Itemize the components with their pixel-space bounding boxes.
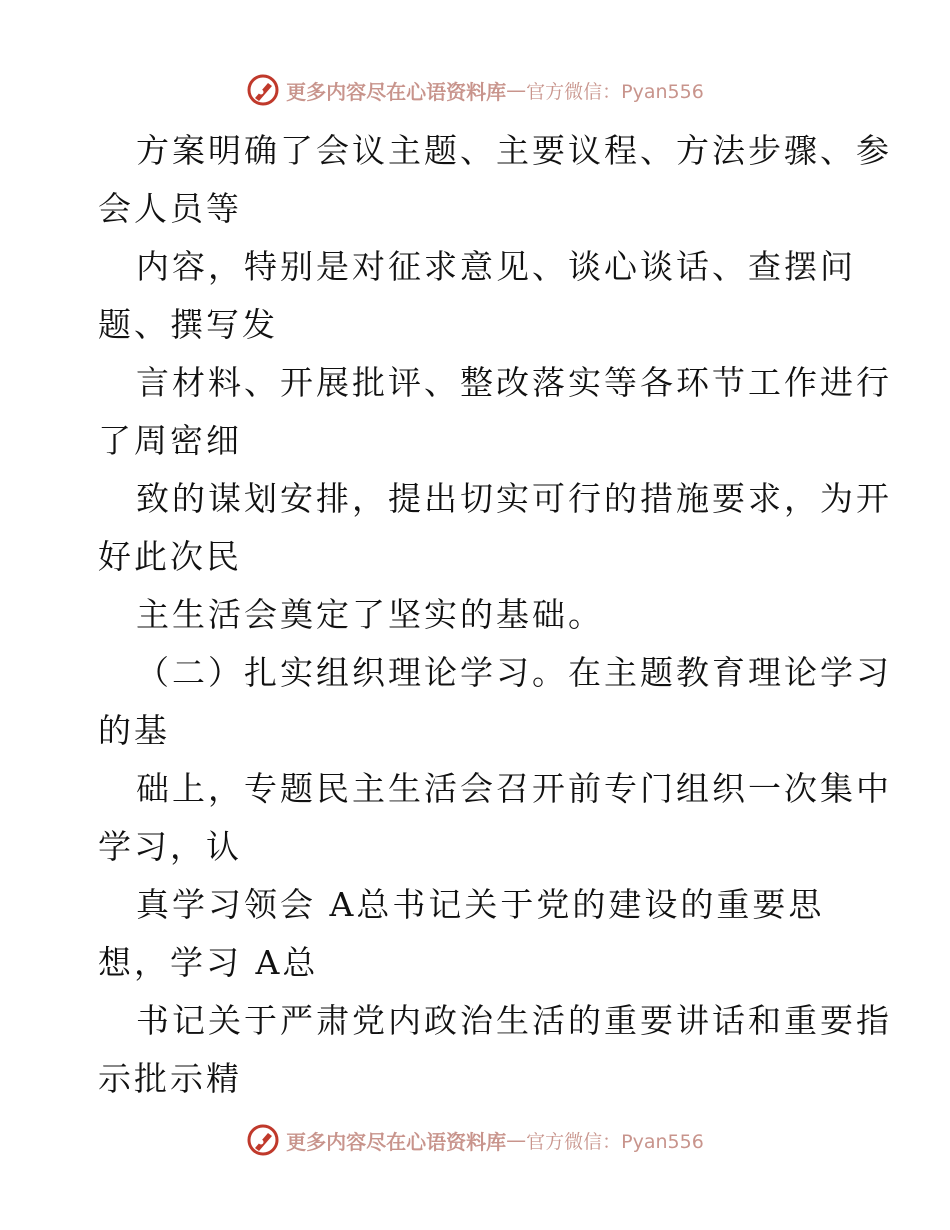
body-line: 础上，专题民主生活会召开前专门组织一次集中 <box>136 769 892 808</box>
body-line: 的基 <box>98 711 170 750</box>
body-line: 致的谋划安排，提出切实可行的措施要求，为开 <box>136 479 892 518</box>
footer-banner <box>0 1120 950 1160</box>
body-line: 了周密细 <box>98 421 242 460</box>
pen-logo-icon <box>246 1123 280 1157</box>
header-separator: — <box>506 78 527 102</box>
footer-promo-text: 更多内容尽在心语资料库 <box>286 1129 507 1154</box>
body-line: 言材料、开展批评、整改落实等各环节工作进行 <box>136 363 892 402</box>
document-body <box>98 122 892 1108</box>
footer-separator: — <box>506 1128 527 1152</box>
body-line: 书记关于严肃党内政治生活的重要讲话和重要指 <box>136 1001 892 1040</box>
body-line: 内容，特别是对征求意见、谈心谈话、查摆问 <box>136 247 856 286</box>
body-line: 会人员等 <box>98 189 242 228</box>
header-promo-text: 更多内容尽在心语资料库 <box>286 79 507 104</box>
body-line: 真学习领会 A总书记关于党的建设的重要思 <box>136 885 825 924</box>
body-line: 学习，认 <box>98 827 242 866</box>
body-line: 题、撰写发 <box>98 305 278 344</box>
body-line: 主生活会奠定了坚实的基础。 <box>136 595 604 634</box>
header-banner <box>0 70 950 110</box>
body-line: （二）扎实组织理论学习。在主题教育理论学习 <box>136 653 892 692</box>
footer-wechat-text: 官方微信：Pyan556 <box>526 1130 704 1153</box>
header-wechat-text: 官方微信：Pyan556 <box>526 80 704 103</box>
body-line: 想，学习 A总 <box>98 943 319 982</box>
body-line: 好此次民 <box>98 537 242 576</box>
body-line: 示批示精 <box>98 1059 242 1098</box>
pen-logo-icon <box>246 73 280 107</box>
body-line: 方案明确了会议主题、主要议程、方法步骤、参 <box>136 131 892 170</box>
